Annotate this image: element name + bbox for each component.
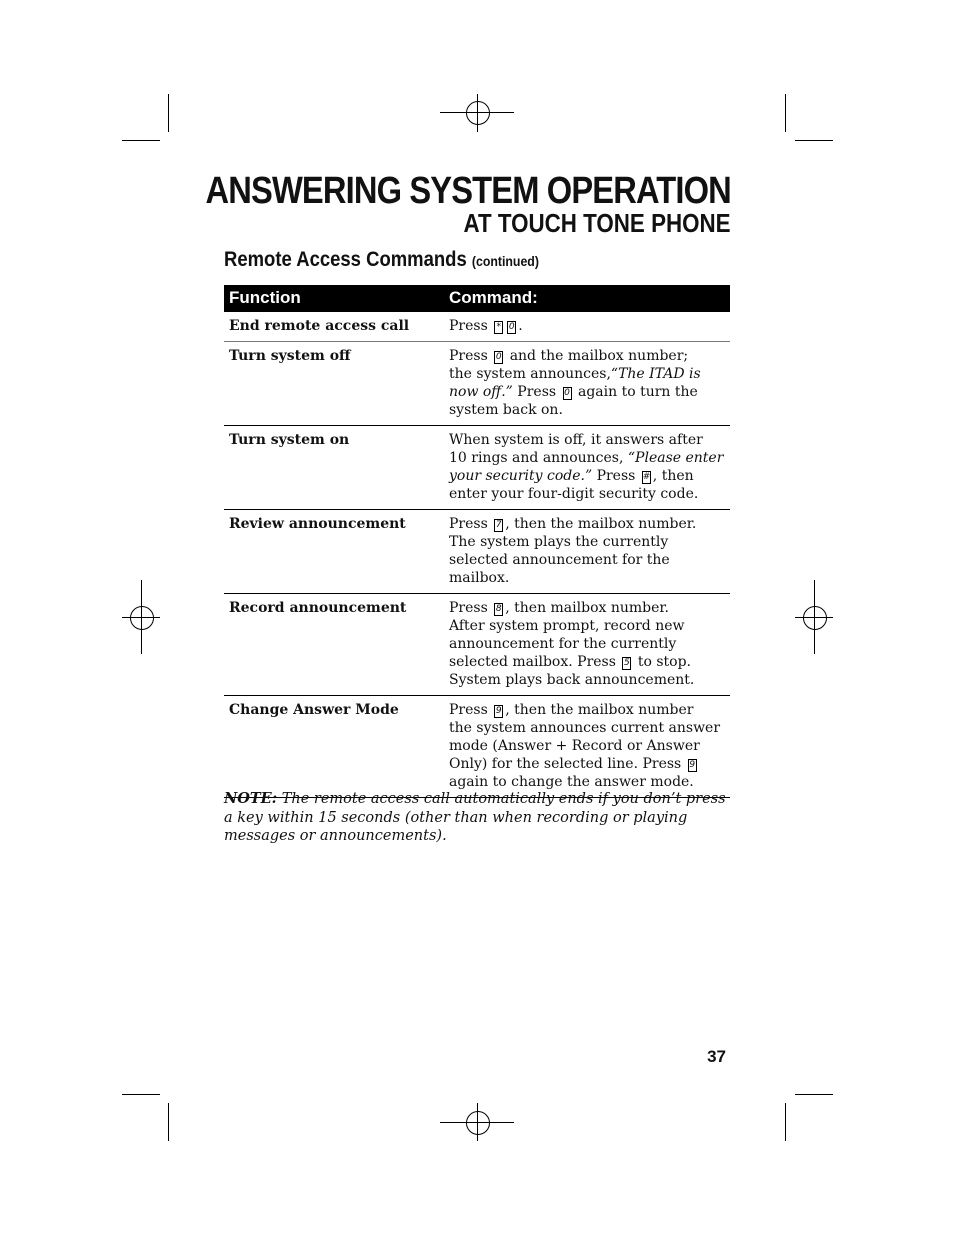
page-subtitle: AT TOUCH TONE PHONE [463, 208, 731, 238]
command-text: , then the mailbox number [505, 702, 694, 718]
command-text: Press [449, 600, 488, 616]
command-text: . [518, 318, 523, 334]
command-text: again to turn the system back on. [449, 384, 698, 418]
crop-mark-bottom-left-h [122, 1094, 160, 1095]
function-cell: Record announcement [229, 600, 407, 616]
command-text: When system is off, it answers after 10 rings and announces, [449, 432, 703, 466]
crop-mark-top-right-h [795, 140, 833, 141]
command-text: The system plays the currently selected announcement for the mailbox. [449, 534, 670, 586]
announcement-quote: “The ITAD is now off.” [449, 366, 701, 400]
command-text: , then mailbox number. [505, 600, 670, 616]
command-text: and the mailbox number; [509, 348, 689, 364]
announcement-quote: “Please enter your security code.” [449, 450, 724, 484]
table-header-row [224, 285, 730, 312]
crop-mark-top-left-v [168, 94, 169, 132]
command-cell [444, 426, 730, 510]
command-cell [444, 342, 730, 426]
function-cell: Change Answer Mode [229, 702, 399, 718]
command-text: , then enter your four-digit security code. [449, 468, 699, 502]
command-text: to stop. System plays back announcement. [449, 654, 695, 688]
command-cell [444, 312, 730, 342]
zero-key-icon: 0 [495, 352, 502, 362]
zero-key-icon: 0 [508, 322, 515, 332]
command-cell [444, 510, 730, 594]
command-text: After system prompt, record new announcement for the currently selected mailbox. Press [449, 618, 685, 670]
column-header-command: Command: [444, 285, 730, 312]
page-title: ANSWERING SYSTEM OPERATION [205, 170, 731, 212]
table-row [224, 426, 730, 510]
command-text: the system announces current answer mode (Answer + Record or Answer Only) for the selected line. Press [449, 720, 721, 772]
function-cell: End remote access call [229, 318, 410, 334]
command-text: again to change the answer mode. [449, 774, 694, 790]
command-text: Press [449, 702, 488, 718]
table-row [224, 594, 730, 696]
command-text: Press [449, 516, 488, 532]
note-paragraph [224, 790, 730, 846]
function-cell: Turn system on [229, 432, 350, 448]
zero-key-icon: 0 [564, 388, 570, 398]
table-row [224, 696, 730, 798]
five-key-icon: 5 [624, 658, 630, 668]
function-cell: Review announcement [229, 516, 406, 532]
column-header-function: Function [224, 285, 444, 312]
note-text: The remote access call automatically ends if you don’t press a key within 15 seconds (other than when recording or playing messages or announcements). [224, 791, 726, 844]
crop-mark-bottom-right-h [795, 1094, 833, 1095]
eight-key-icon: 8 [495, 604, 502, 614]
table-row [224, 342, 730, 426]
crop-mark-top-right-v [785, 94, 786, 132]
section-heading [224, 248, 539, 272]
section-heading-text: Remote Access Commands [224, 248, 467, 271]
section-continued: (continued) [471, 253, 539, 269]
command-text: Press [517, 384, 557, 400]
function-cell: Turn system off [229, 348, 351, 364]
crop-mark-bottom-left-v [168, 1103, 169, 1141]
note-label: NOTE: [224, 790, 278, 807]
crop-mark-bottom-right-v [785, 1103, 786, 1141]
remote-commands-table [224, 285, 730, 798]
command-cell [444, 696, 730, 798]
pound-key-icon: # [642, 472, 651, 482]
command-text: Press [449, 318, 488, 334]
page-number: 37 [707, 1047, 726, 1066]
star-key-icon: * [494, 321, 503, 334]
command-text: , then the mailbox number. [505, 516, 697, 532]
table-row [224, 510, 730, 594]
nine-key-icon: 9 [689, 760, 696, 770]
crop-mark-top-left-h [122, 140, 160, 141]
command-text: Press [596, 468, 636, 484]
nine-key-icon: 9 [495, 706, 502, 716]
command-text: the system announces, [449, 366, 611, 382]
seven-key-icon: 7 [495, 520, 502, 530]
command-cell [444, 594, 730, 696]
command-text: Press [449, 348, 488, 364]
table-row [224, 312, 730, 342]
